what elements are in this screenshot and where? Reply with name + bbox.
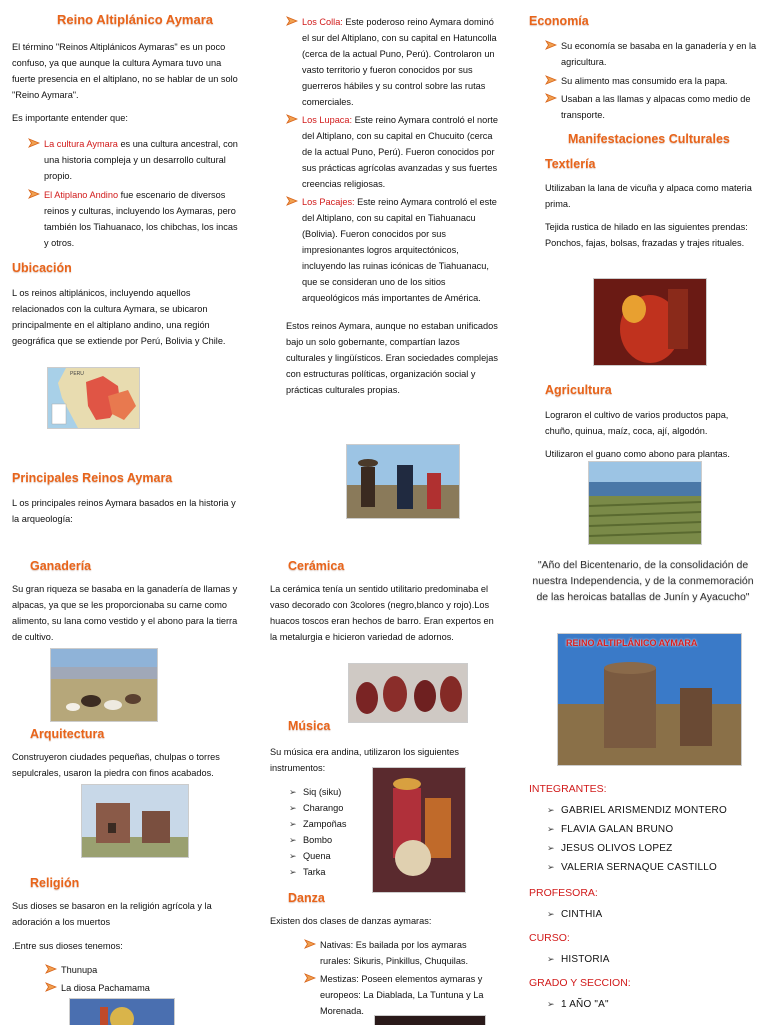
musica-heading: Música [288,719,331,733]
bullet-altiplano-label: El Atiplano Andino [44,190,119,200]
arrow-bullet-icon [286,113,298,125]
integrante-item [547,858,759,877]
manifestaciones-heading: Manifestaciones Culturales [568,132,730,146]
danza-mestizas-text: Mestizas: Poseen elementos aymaras y europeos: La Diablada, La Tuntuna y La Morenada. [320,974,484,1016]
ceramica-heading: Cerámica [288,559,345,573]
danza-section [270,891,498,1019]
ceramica-section [270,559,498,645]
map-label: PERU [70,371,84,377]
reinos-note: Estos reinos Aymara, aunque no estaban unificados bajo un solo gobernante, compartían lazos culturales y lingüísticos. Eran sociedades complejas con estructuras políticas, organización social y prácticas culturales propias. [286,321,498,395]
chevron-right-icon: ➢ [289,867,297,877]
danza-nativas [304,937,498,969]
pachamama-image [69,998,175,1025]
arrow-bullet-icon [304,972,316,984]
column-3 [529,14,757,251]
cover-label: REINO ALTIPLÁNICO AYMARA [566,638,698,648]
reino-lupaca [286,112,500,192]
ganaderia-text: Su gran riqueza se basaba en la ganadería de llamas y alpacas, ya que se les proporcionaba su carne como alimento, su lana como vestido y el abono para la tierra de cultivo. [12,584,238,642]
aymara-people-image [346,444,460,519]
instrument-name: Tarka [303,867,326,877]
chevron-right-icon: ➢ [547,843,555,853]
chevron-right-icon: ➢ [547,805,555,815]
bicentenario-quote: "Año del Bicentenario, de la consolidación de nuestra Independencia, y de la conmemoración de las heroicas batallas de Junín y Ayacucho" [532,559,754,603]
instrument-item [289,784,369,800]
column-1 [12,12,244,349]
arrow-bullet-icon [545,39,557,51]
curso-item [547,950,759,969]
reino-pacajes [286,194,500,306]
chevron-right-icon: ➢ [547,909,555,919]
economia-text: Su alimento mas consumido era la papa. [561,76,728,86]
reinos-heading: Principales Reinos Aymara [12,471,173,485]
main-title: Reino Altiplánico Aymara [56,12,214,27]
curso-label: CURSO: [529,932,570,944]
cover-graphic [558,634,741,765]
instrument-name: Siq (siku) [303,787,342,797]
chevron-right-icon: ➢ [547,999,555,1009]
instrument-item [289,832,369,848]
grado-name: 1 AÑO "A" [561,999,609,1010]
map-image [47,367,140,429]
integrante-name: JESUS OLIVOS LOPEZ [561,843,673,854]
economia-item [545,38,757,70]
agricultura-text-2: Utilizaron el guano como abono para plantas. [545,449,730,459]
ceramica-graphic [349,664,467,722]
instrument-name: Charango [303,803,344,813]
chevron-right-icon: ➢ [547,862,555,872]
terraces-image [588,461,702,545]
arrow-bullet-icon [304,938,316,950]
danza-nativas-text: Nativas: Es bailada por los aymaras rurales: Sikuris, Pinkillus, Chuquilas. [320,940,469,966]
arrow-bullet-icon [545,74,557,86]
instrument-name: Bombo [303,835,333,845]
religion-note: .Entre sus dioses tenemos: [12,941,123,951]
credits-section [529,783,759,1014]
reino-colla [286,14,500,110]
intro-note: Es importante entender que: [12,113,128,123]
grado-label: GRADO Y SECCION: [529,977,631,989]
instrument-name: Quena [303,851,331,861]
column-2 [286,14,500,398]
bullet-cultura-text: es una cultura ancestral, con una historia compleja y un desarrollo cultural propio. [44,139,238,181]
chevron-right-icon: ➢ [289,803,297,813]
ceramica-text: La cerámica tenía un sentido utilitario predominaba el vaso decorado con 3colores (negro,blanco y rojo).Los huacos toscos eran hechos de barro. Eran expertos en la metalurgia e hicieron variedad de adornos. [270,584,494,642]
agricultura-section [529,383,757,462]
textileria-text-2: Tejida rustica de hilado en las siguientes prendas: Ponchos, fajas, bolsas, frazadas y trajes rituales. [545,222,748,248]
musica-text: Su música era andina, utilizaron los siguientes instrumentos: [270,747,459,773]
instrument-item [289,800,369,816]
textil-graphic [594,279,706,365]
intro-text: El término "Reinos Altiplánicos Aymaras" es un poco confuso, ya que aunque la cultura Aymara tuvo una fuerte presencia en el altiplano, no se hablar de un solo "Reino Aymara". [12,42,238,100]
arquitectura-text: Construyeron ciudades pequeñas, chulpas o torres sepulcrales, usaron la piedra con finos acabados. [12,752,220,778]
reino-lupaca-text: Este reino Aymara controló el norte del Altiplano, con su capital en Chucuito (cerca de la actual Puno, Perú). Fueron conocidos por sus prácticas agrícolas avanzadas y sus fuertes creencias religiosas. [302,115,498,189]
llamas-image [50,648,158,722]
cover-image [557,633,742,766]
reino-colla-label: Los Colla: [302,17,343,27]
musicians-graphic [373,768,465,892]
instrument-item [289,816,369,832]
arrow-bullet-icon [28,137,40,149]
reino-lupaca-label: Los Lupaca: [302,115,353,125]
arrow-bullet-icon [45,981,57,993]
religion-section [12,876,244,996]
integrante-name: GABRIEL ARISMENDIZ MONTERO [561,805,727,816]
integrante-item [547,839,759,858]
curso-name: HISTORIA [561,954,610,965]
danza-text: Existen dos clases de danzas aymaras: [270,916,432,926]
economia-text: Su economía se basaba en la ganadería y en la agricultura. [561,41,757,67]
textileria-text-1: Utilizaban la lana de vicuña y alpaca como materia prima. [545,183,752,209]
dios-item [45,962,244,978]
reino-pacajes-label: Los Pacajes: [302,197,355,207]
instrument-item [289,848,369,864]
dios-item [45,980,244,996]
integrante-name: FLAVIA GALAN BRUNO [561,824,674,835]
profesora-label: PROFESORA: [529,887,598,899]
bullet-cultura [28,136,244,184]
chulpas-image [81,784,189,858]
ganaderia-section [12,559,244,645]
arrow-bullet-icon [545,92,557,104]
economia-text: Usaban a las llamas y alpacas como medio de transporte. [561,94,751,120]
economia-item [545,91,757,123]
musica-section [270,719,370,733]
terraces-graphic [589,462,701,544]
instrument-list [289,784,369,880]
reino-pacajes-text: Este reino Aymara controló el este del Altiplano, con su capital en Tiahuanacu (Bolivia). Fueron conocidos por sus impresionantes logros arquitectónicos, incluyendo las ruinas icónicas de Tiahuanacu, que se consideran uno de los sitios arqueológicos más importantes de América. [302,197,497,303]
chulpas-graphic [82,785,188,857]
aymara-people-graphic [347,445,459,518]
chevron-right-icon: ➢ [547,824,555,834]
ubicacion-heading: Ubicación [12,261,72,275]
religion-text: Sus dioses se basaron en la religión agrícola y la adoración a los muertos [12,901,212,927]
instrument-item [289,864,369,880]
arrow-bullet-icon [28,188,40,200]
llamas-graphic [51,649,157,721]
agricultura-heading: Agricultura [545,383,612,397]
map-graphic [48,368,139,428]
pachamama-graphic [70,999,174,1025]
integrantes-label: INTEGRANTES: [529,783,607,795]
reinos-text: L os principales reinos Aymara basados en la historia y la arqueología: [12,498,236,524]
ganaderia-heading: Ganadería [30,559,92,573]
dios-name: Thunupa [61,965,98,975]
reino-colla-text: Este poderoso reino Aymara dominó el sur del Altiplano, con su capital en Hatuncolla (cerca de la actual Puno, Perú). Controlaron un vasto territorio y fueron conocidos por sus guerreros hábiles y su control sobre las rutas comerciales. [302,17,497,107]
religion-heading: Religión [30,876,80,890]
chevron-right-icon: ➢ [289,819,297,829]
bullet-altiplano [28,187,244,251]
arrow-bullet-icon [286,195,298,207]
chevron-right-icon: ➢ [289,835,297,845]
economia-item [545,73,757,89]
dios-name: La diosa Pachamama [61,983,150,993]
arquitectura-heading: Arquitectura [30,727,105,741]
chevron-right-icon: ➢ [547,954,555,964]
arrow-bullet-icon [45,963,57,975]
integrante-item [547,801,759,820]
musicians-image [372,767,466,893]
ceramica-image [348,663,468,723]
textil-image [593,278,707,366]
textileria-heading: Textlería [545,157,596,171]
chevron-right-icon: ➢ [289,787,297,797]
danza-mestizas [304,971,498,1019]
economia-heading: Economía [529,14,589,28]
grado-item [547,995,759,1014]
bullet-cultura-label: La cultura Aymara [44,139,118,149]
profesora-name: CINTHIA [561,909,603,920]
instrument-name: Zampoñas [303,819,347,829]
integrantes-list [547,801,759,877]
chevron-right-icon: ➢ [289,851,297,861]
bullet-altiplano-text: fue escenario de diversos reinos y culturas, incluyendo los Aymaras, pero también los Tiahuanaco, los chibchas, los incas y otros. [44,190,238,248]
agricultura-text-1: Lograron el cultivo de varios productos papa, chuño, quinua, maíz, coca, ají, algodón. [545,410,729,436]
column-1-lower [12,471,244,527]
arrow-bullet-icon [286,15,298,27]
danza-heading: Danza [288,891,325,905]
arquitectura-section [12,727,244,781]
integrante-name: VALERIA SERNAQUE CASTILLO [561,862,717,873]
ubicacion-text: L os reinos altiplánicos, incluyendo aquellos relacionados con la cultura Aymara, se ubicaron principalmente en el altiplano andino, una región geográfica que se extiende por Perú, Bolivia y Chile. [12,288,226,346]
profesora-item [547,905,759,924]
integrante-item [547,820,759,839]
